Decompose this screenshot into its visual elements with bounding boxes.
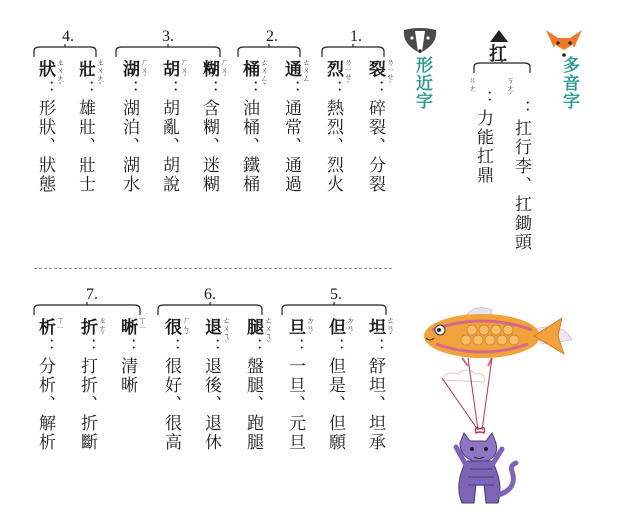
group-7-bracket: [32, 302, 142, 316]
entry-lie2-char: 烈: [323, 60, 343, 79]
group-7-number: 7.: [86, 286, 98, 303]
entry-tong-words: ：通常、通過: [281, 80, 301, 194]
entry-tui2-zhuyin: ㄊㄨㄟˋ: [222, 316, 231, 349]
entry-hen-words: ：很好、很高: [161, 338, 181, 452]
entry-hu2-words: ：胡亂、胡說: [159, 80, 179, 194]
entry-hu3-words: ：湖泊、湖水: [119, 80, 139, 194]
group-4-bracket: [32, 44, 98, 58]
entry-dan1-words: ：但是、但願: [325, 338, 345, 452]
group-2-number: 2.: [266, 28, 278, 45]
entry-zhuang1-char: 壯: [75, 60, 95, 79]
group-5-number: 5.: [330, 286, 342, 303]
entry-hen-zhuyin: ㄏㄣˇ: [182, 316, 191, 341]
entry-hu2-zhuyin: ㄏㄨˊ: [180, 58, 189, 83]
entry-lie-zhuyin: ㄌㄧㄝˋ: [386, 58, 395, 90]
entry-tan-char: 坦: [365, 318, 385, 337]
reading-1-words: ：扛行李、扛鋤頭: [511, 100, 531, 252]
entry-tui1-zhuyin: ㄊㄨㄟˇ: [264, 316, 273, 349]
entry-xi2-char: 析: [35, 318, 55, 337]
entry-zhuang2-zhuyin: ㄓㄨㄤˋ: [56, 58, 65, 91]
entry-tong-char: 通: [281, 60, 301, 79]
entry-zhuang2-char: 狀: [35, 60, 55, 79]
entry-dan1-zhuyin: ㄉㄢˋ: [346, 316, 355, 341]
entry-xi2-zhuyin: ㄒㄧ: [56, 316, 65, 331]
entry-xi2-words: ：分析、解析: [35, 338, 55, 452]
cat-illustration: [440, 425, 530, 510]
reading-1-zhuyin: ㄎㄤˊ: [506, 76, 515, 101]
entry-dan1-char: 但: [325, 318, 345, 337]
duoyinzi-bracket: [472, 60, 532, 74]
entry-tan-zhuyin: ㄊㄢˇ: [386, 316, 395, 341]
group-6-bracket: [156, 302, 264, 316]
entry-tui2-words: ：退後、退休: [201, 338, 221, 452]
duoyinzi-char: 扛: [489, 44, 507, 65]
entry-tan-words: ：舒坦、坦承: [365, 338, 385, 452]
entry-dan2-char: 旦: [285, 318, 305, 337]
duoyinzi-title: 多音字: [559, 56, 579, 110]
entry-tui2-char: 退: [201, 318, 221, 337]
entry-hu3-char: 湖: [119, 60, 139, 79]
entry-xi1-char: 晰: [117, 318, 137, 337]
entry-xi1-words: ：清晰: [117, 338, 137, 395]
group-6-number: 6.: [204, 286, 216, 303]
group-1-bracket: [320, 44, 386, 58]
entry-lie-char: 裂: [365, 60, 385, 79]
entry-zhe-zhuyin: ㄓㄜˊ: [98, 316, 107, 341]
section-divider: [34, 268, 392, 269]
entry-dan2-words: ：一旦、元旦: [285, 338, 305, 452]
group-3-bracket: [114, 44, 222, 58]
entry-hu1-zhuyin: ㄏㄨˊ: [220, 58, 229, 83]
badger-icon: [400, 28, 440, 54]
entry-xi1-zhuyin: ㄒㄧ: [138, 316, 147, 331]
entry-dan2-zhuyin: ㄉㄢˋ: [306, 316, 315, 341]
entry-tong2-char: 桶: [239, 60, 259, 79]
fox-icon: [544, 28, 584, 58]
entry-zhuang1-words: ：雄壯、壯士: [75, 80, 95, 194]
entry-zhuang2-words: ：形狀、狀態: [35, 80, 55, 194]
group-2-bracket: [236, 44, 302, 58]
entry-tong-zhuyin: ㄊㄨㄥ: [302, 58, 311, 82]
entry-hu3-zhuyin: ㄏㄨˊ: [140, 58, 149, 83]
entry-lie-words: ：碎裂、分裂: [365, 80, 385, 194]
entry-hu1-char: 糊: [199, 60, 219, 79]
entry-hu2-char: 胡: [159, 60, 179, 79]
group-5-bracket: [280, 302, 388, 316]
group-4-number: 4.: [62, 28, 74, 45]
entry-tui1-words: ：盤腿、跑腿: [243, 338, 263, 452]
entry-zhe-char: 折: [77, 318, 97, 337]
group-3-number: 3.: [162, 28, 174, 45]
entry-zhuang1-zhuyin: ㄓㄨㄤˋ: [96, 58, 105, 91]
entry-zhe-words: ：打折、折斷: [77, 338, 97, 452]
entry-lie2-zhuyin: ㄌㄧㄝˋ: [344, 58, 353, 90]
reading-2-words: ：力能扛鼎: [473, 90, 493, 185]
xingjinzi-title: 形近字: [412, 56, 432, 110]
group-1-number: 1.: [350, 28, 362, 45]
entry-hen-char: 很: [161, 318, 181, 337]
entry-tong2-zhuyin: ㄊㄨㄥˇ: [260, 58, 269, 91]
entry-hu1-words: ：含糊、迷糊: [199, 80, 219, 194]
entry-lie2-words: ：熱烈、烈火: [323, 80, 343, 194]
entry-tong2-words: ：油桶、鐵桶: [239, 80, 259, 194]
entry-tui1-char: 腿: [243, 318, 263, 337]
reading-2-zhuyin: ㄍㄤ: [468, 76, 477, 92]
